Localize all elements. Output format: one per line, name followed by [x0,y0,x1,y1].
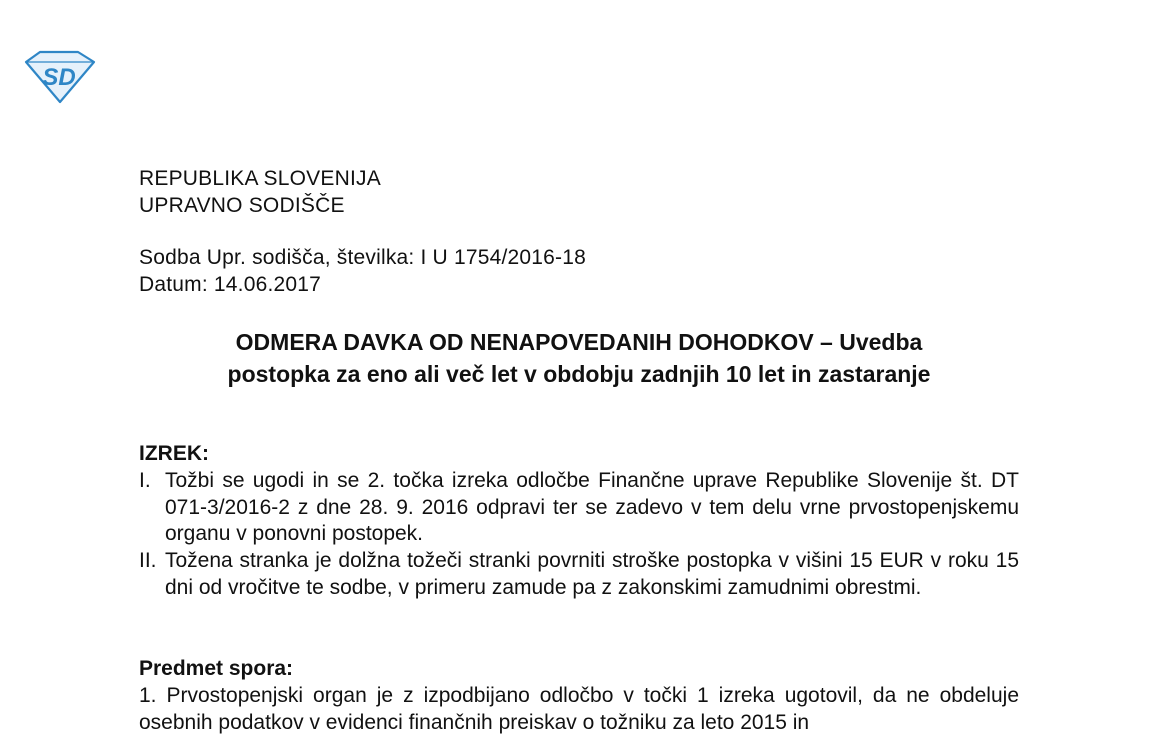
izrek-item-text: Tožena stranka je dolžna tožeči stranki povrniti stroške postopka v višini 15 EUR v roku 15 dni od vročitve te sodbe, v primeru zamude pa z zakonskimi zamudnimi obrestmi. [165,549,1019,599]
predmet-spora-heading: Predmet spora: [139,657,294,680]
court-shield-logo-icon [22,48,96,104]
country-name: REPUBLIKA SLOVENIJA [139,167,381,190]
judgment-date: Datum: 14.06.2017 [139,273,322,296]
title-line-1: ODMERA DAVKA OD NENAPOVEDANIH DOHODKOV – Uvedba [235,329,923,355]
izrek-item-text: Tožbi se ugodi in se 2. točka izreka odločbe Finančne uprave Republike Slovenije št. DT 071-3/2016-2 z dne 28. 9. 2016 odpravi ter se zadevo v tem delu vrne prvostopenjskemu organu v ponovni postopek. [165,469,1019,545]
izrek-heading: IZREK: [139,442,209,465]
izrek-item-number: II. [139,549,157,572]
izrek-item [139,548,1019,601]
case-reference: Sodba Upr. sodišča, številka: I U 1754/2016-18 [139,246,586,269]
title-line-2: postopka za eno ali več let v obdobju zadnjih 10 let in zastaranje [227,361,931,387]
court-name: UPRAVNO SODIŠČE [139,194,345,217]
izrek-item [139,468,1019,548]
logo-letters: SD [42,64,76,91]
izrek-item-number: I. [139,469,151,492]
document-title [139,326,1019,390]
predmet-paragraph: 1. Prvostopenjski organ je z izpodbijano odločbo v točki 1 izreka ugotovil, da ne obdeluje osebnih podatkov v evidenci finančnih preiskav o tožniku za leto 2015 in [139,684,1019,734]
